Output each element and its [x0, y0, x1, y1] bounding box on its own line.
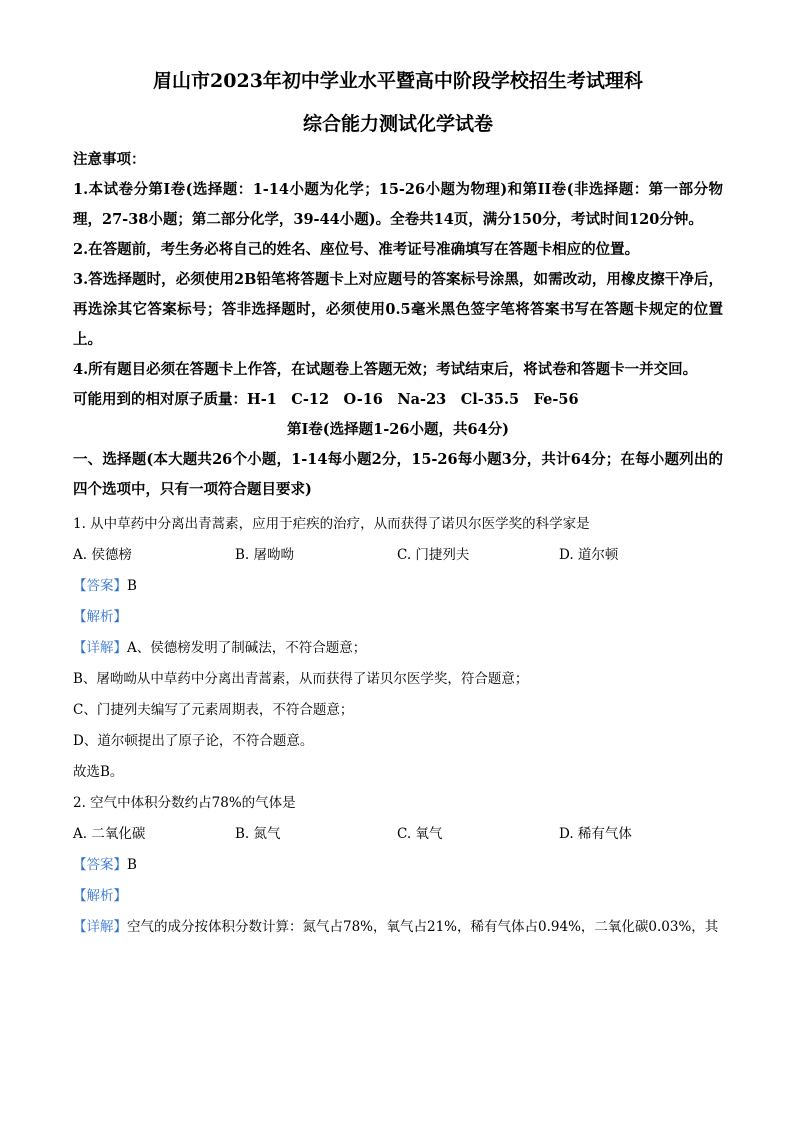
notice-block [73, 145, 723, 415]
section-title: 第I卷(选择题1-26小题，共64分) [287, 421, 509, 438]
analysis-tag: 【解析】 [73, 609, 127, 625]
option-d: D. 道尔顿 [559, 547, 619, 563]
detail-text: 空气的成分按体积分数计算：氮气占78%，氧气占21%，稀有气体占0.94%，二氧化碳0.03%，其 [127, 919, 719, 935]
detail-line: C、门捷列夫编写了元素周期表，不符合题意； [73, 702, 354, 718]
notice-item-4: 4.所有题目必须在答题卡上作答，在试题卷上答题无效；考试结束后，将试卷和答题卡一并交回。 [73, 361, 698, 378]
notice-item-1: 1.本试卷分第I卷(选择题：1-14小题为化学；15-26小题为物理)和第II卷(非选择题：第一部分物理，27-38小题；第二部分化学，39-44小题)。全卷共14页，满分150分，考试时间120分钟。 [73, 181, 723, 228]
options-row [73, 540, 723, 571]
question-stem: 1. 从中草药中分离出青蒿素，应用于疟疾的治疗，从而获得了诺贝尔医学奖的科学家是 [73, 516, 590, 532]
answer-value: B [127, 857, 137, 873]
detail-tag: 【详解】 [73, 919, 127, 935]
question-2 [73, 788, 723, 943]
option-c: C. 门捷列夫 [397, 547, 470, 563]
option-a: A. 侯德榜 [73, 547, 132, 563]
analysis-tag: 【解析】 [73, 888, 127, 904]
detail-line [73, 633, 723, 664]
detail-line: D、道尔顿提出了原子论，不符合题意。 [73, 733, 314, 749]
analysis-line [73, 881, 723, 912]
detail-line: 故选B。 [73, 764, 124, 780]
notice-item-3: 3.答选择题时，必须使用2B铅笔将答题卡上对应题号的答案标号涂黑，如需改动，用橡皮擦干净后，再选涂其它答案标号；答非选择题时，必须使用0.5毫米黑色签字笔将答案书写在答题卡规定的位置上。 [73, 271, 723, 348]
question-stem: 2. 空气中体积分数约占78%的气体是 [73, 795, 296, 811]
notice-heading: 注意事项： [73, 151, 146, 168]
answer-tag: 【答案】 [73, 857, 127, 873]
option-c: C. 氧气 [397, 826, 443, 842]
option-a: A. 二氧化碳 [73, 826, 146, 842]
atomic-masses: 可能用到的相对原子质量：H-1 C-12 O-16 Na-23 Cl-35.5 Fe-56 [73, 391, 579, 408]
answer-line [73, 571, 723, 602]
answer-tag: 【答案】 [73, 578, 127, 594]
options-row [73, 819, 723, 850]
option-b: B. 氮气 [235, 826, 281, 842]
detail-line: B、屠呦呦从中草药中分离出青蒿素，从而获得了诺贝尔医学奖，符合题意； [73, 671, 529, 687]
detail-line [73, 912, 723, 943]
option-d: D. 稀有气体 [559, 826, 632, 842]
detail-tag: 【详解】 [73, 640, 127, 656]
exam-title-line2: 综合能力测试化学试卷 [302, 113, 493, 135]
analysis-line [73, 602, 723, 633]
answer-line [73, 850, 723, 881]
question-1 [73, 509, 723, 788]
notice-item-2: 2.在答题前，考生务必将自己的姓名、座位号、准考证号准确填写在答题卡相应的位置。 [73, 241, 640, 258]
option-b: B. 屠呦呦 [235, 547, 295, 563]
answer-value: B [127, 578, 137, 594]
exam-page [73, 68, 723, 943]
detail-text: A、侯德榜发明了制碱法，不符合题意； [127, 640, 367, 656]
exam-title-line1: 眉山市2023年初中学业水平暨高中阶段学校招生考试理科 [153, 70, 643, 92]
section-intro: 一、选择题(本大题共26个小题，1-14每小题2分，15-26每小题3分，共计64分；在每小题列出的四个选项中，只有一项符合题目要求) [73, 451, 723, 498]
